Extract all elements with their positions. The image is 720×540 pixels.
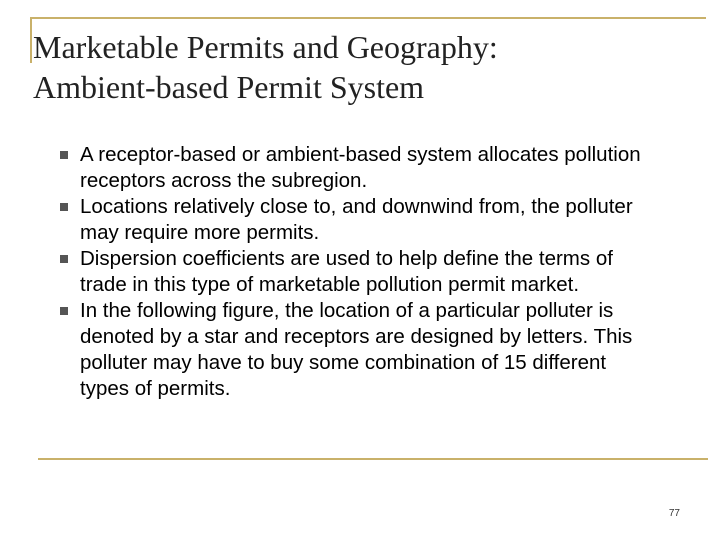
page-number: 77	[668, 508, 680, 519]
bullet-text: A receptor-based or ambient-based system allocates pollution receptors across the subregion.	[80, 143, 641, 192]
top-divider	[30, 17, 706, 19]
bullet-text: Locations relatively close to, and downwind from, the polluter may require more permits.	[80, 195, 633, 244]
bullet-item	[60, 194, 660, 246]
title-line-2: Ambient-based Permit System	[33, 69, 425, 105]
slide-title	[33, 27, 693, 107]
bottom-divider	[38, 458, 708, 460]
title-line-1: Marketable Permits and Geography:	[33, 29, 498, 65]
square-bullet-icon	[60, 255, 68, 263]
bullet-text: Dispersion coefficients are used to help define the terms of trade in this type of marketable pollution permit market.	[80, 247, 613, 296]
bullet-item	[60, 298, 660, 402]
bullet-text: In the following figure, the location of a particular polluter is denoted by a star and receptors are designed by letters. This polluter may have to buy some combination of 15 different types of permits.	[80, 299, 633, 400]
bullet-item	[60, 246, 660, 298]
square-bullet-icon	[60, 203, 68, 211]
square-bullet-icon	[60, 307, 68, 315]
bullet-item	[60, 142, 660, 194]
square-bullet-icon	[60, 151, 68, 159]
bullet-list	[60, 142, 660, 402]
left-accent-divider	[30, 17, 32, 63]
